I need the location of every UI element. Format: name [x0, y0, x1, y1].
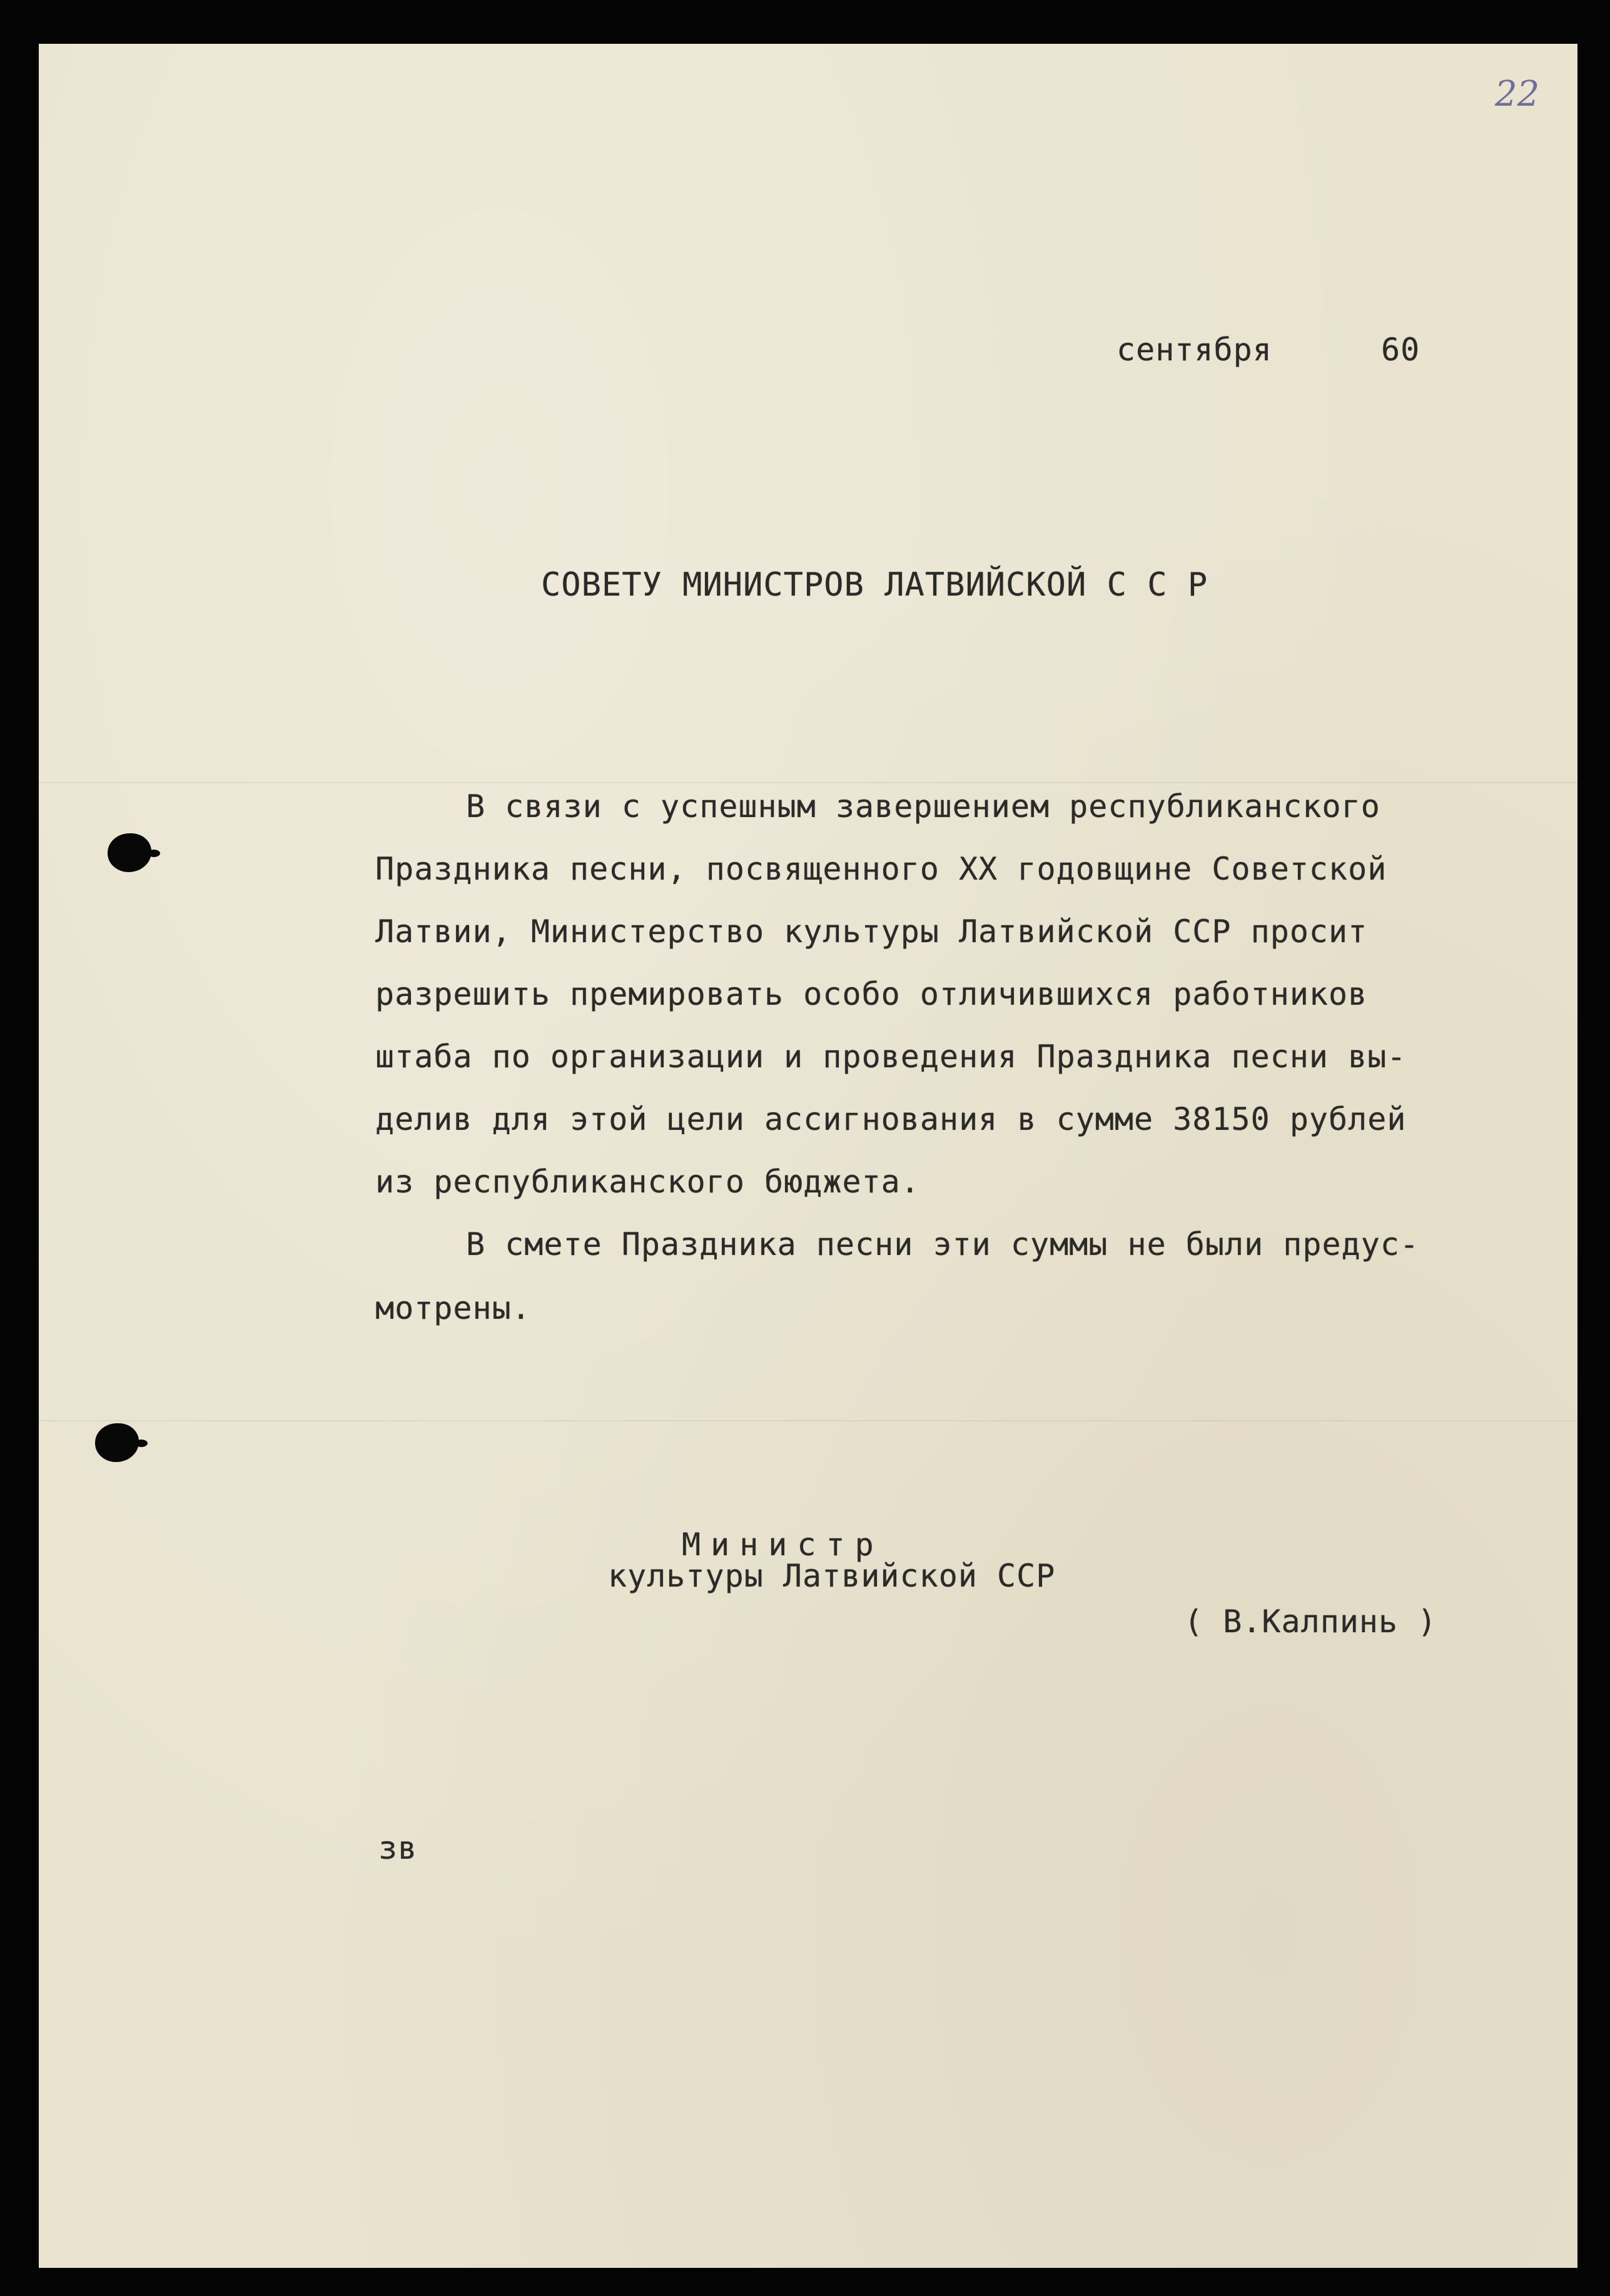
body-line: Праздника песни, посвященного XX годовщине Советской [375, 851, 1387, 887]
page-number: 22 [1495, 74, 1540, 114]
addressee: СОВЕТУ МИНИСТРОВ ЛАТВИЙСКОЙ С С Р [541, 566, 1208, 604]
body-line: мотрены. [375, 1290, 531, 1326]
body-line: из республиканского бюджета. [375, 1164, 920, 1200]
signature-organization: культуры Латвийской ССР [608, 1558, 1056, 1594]
body-line: делив для этой цели ассигнования в сумме 38150 рублей [375, 1101, 1407, 1137]
body-line: Латвии, Министерство культуры Латвийской ССР просит [375, 913, 1368, 950]
typist-initials: зв [378, 1830, 418, 1866]
date-year: 60 [1381, 332, 1420, 368]
paper-crease [39, 782, 1577, 783]
paper-crease [39, 1420, 1577, 1421]
signature-name: ( В.Калпинь ) [1184, 1603, 1437, 1640]
body-line: В связи с успешным завершением республиканского [466, 788, 1380, 825]
body-line: разрешить премировать особо отличившихся работников [375, 976, 1368, 1012]
body-line: В смете Праздника песни эти суммы не были предус- [466, 1226, 1420, 1262]
body-line: штаба по организации и проведения Праздника песни вы- [375, 1039, 1407, 1075]
date-month: сентября [1116, 332, 1272, 368]
signature-title: Министр [682, 1526, 884, 1563]
document-page [39, 44, 1577, 2268]
